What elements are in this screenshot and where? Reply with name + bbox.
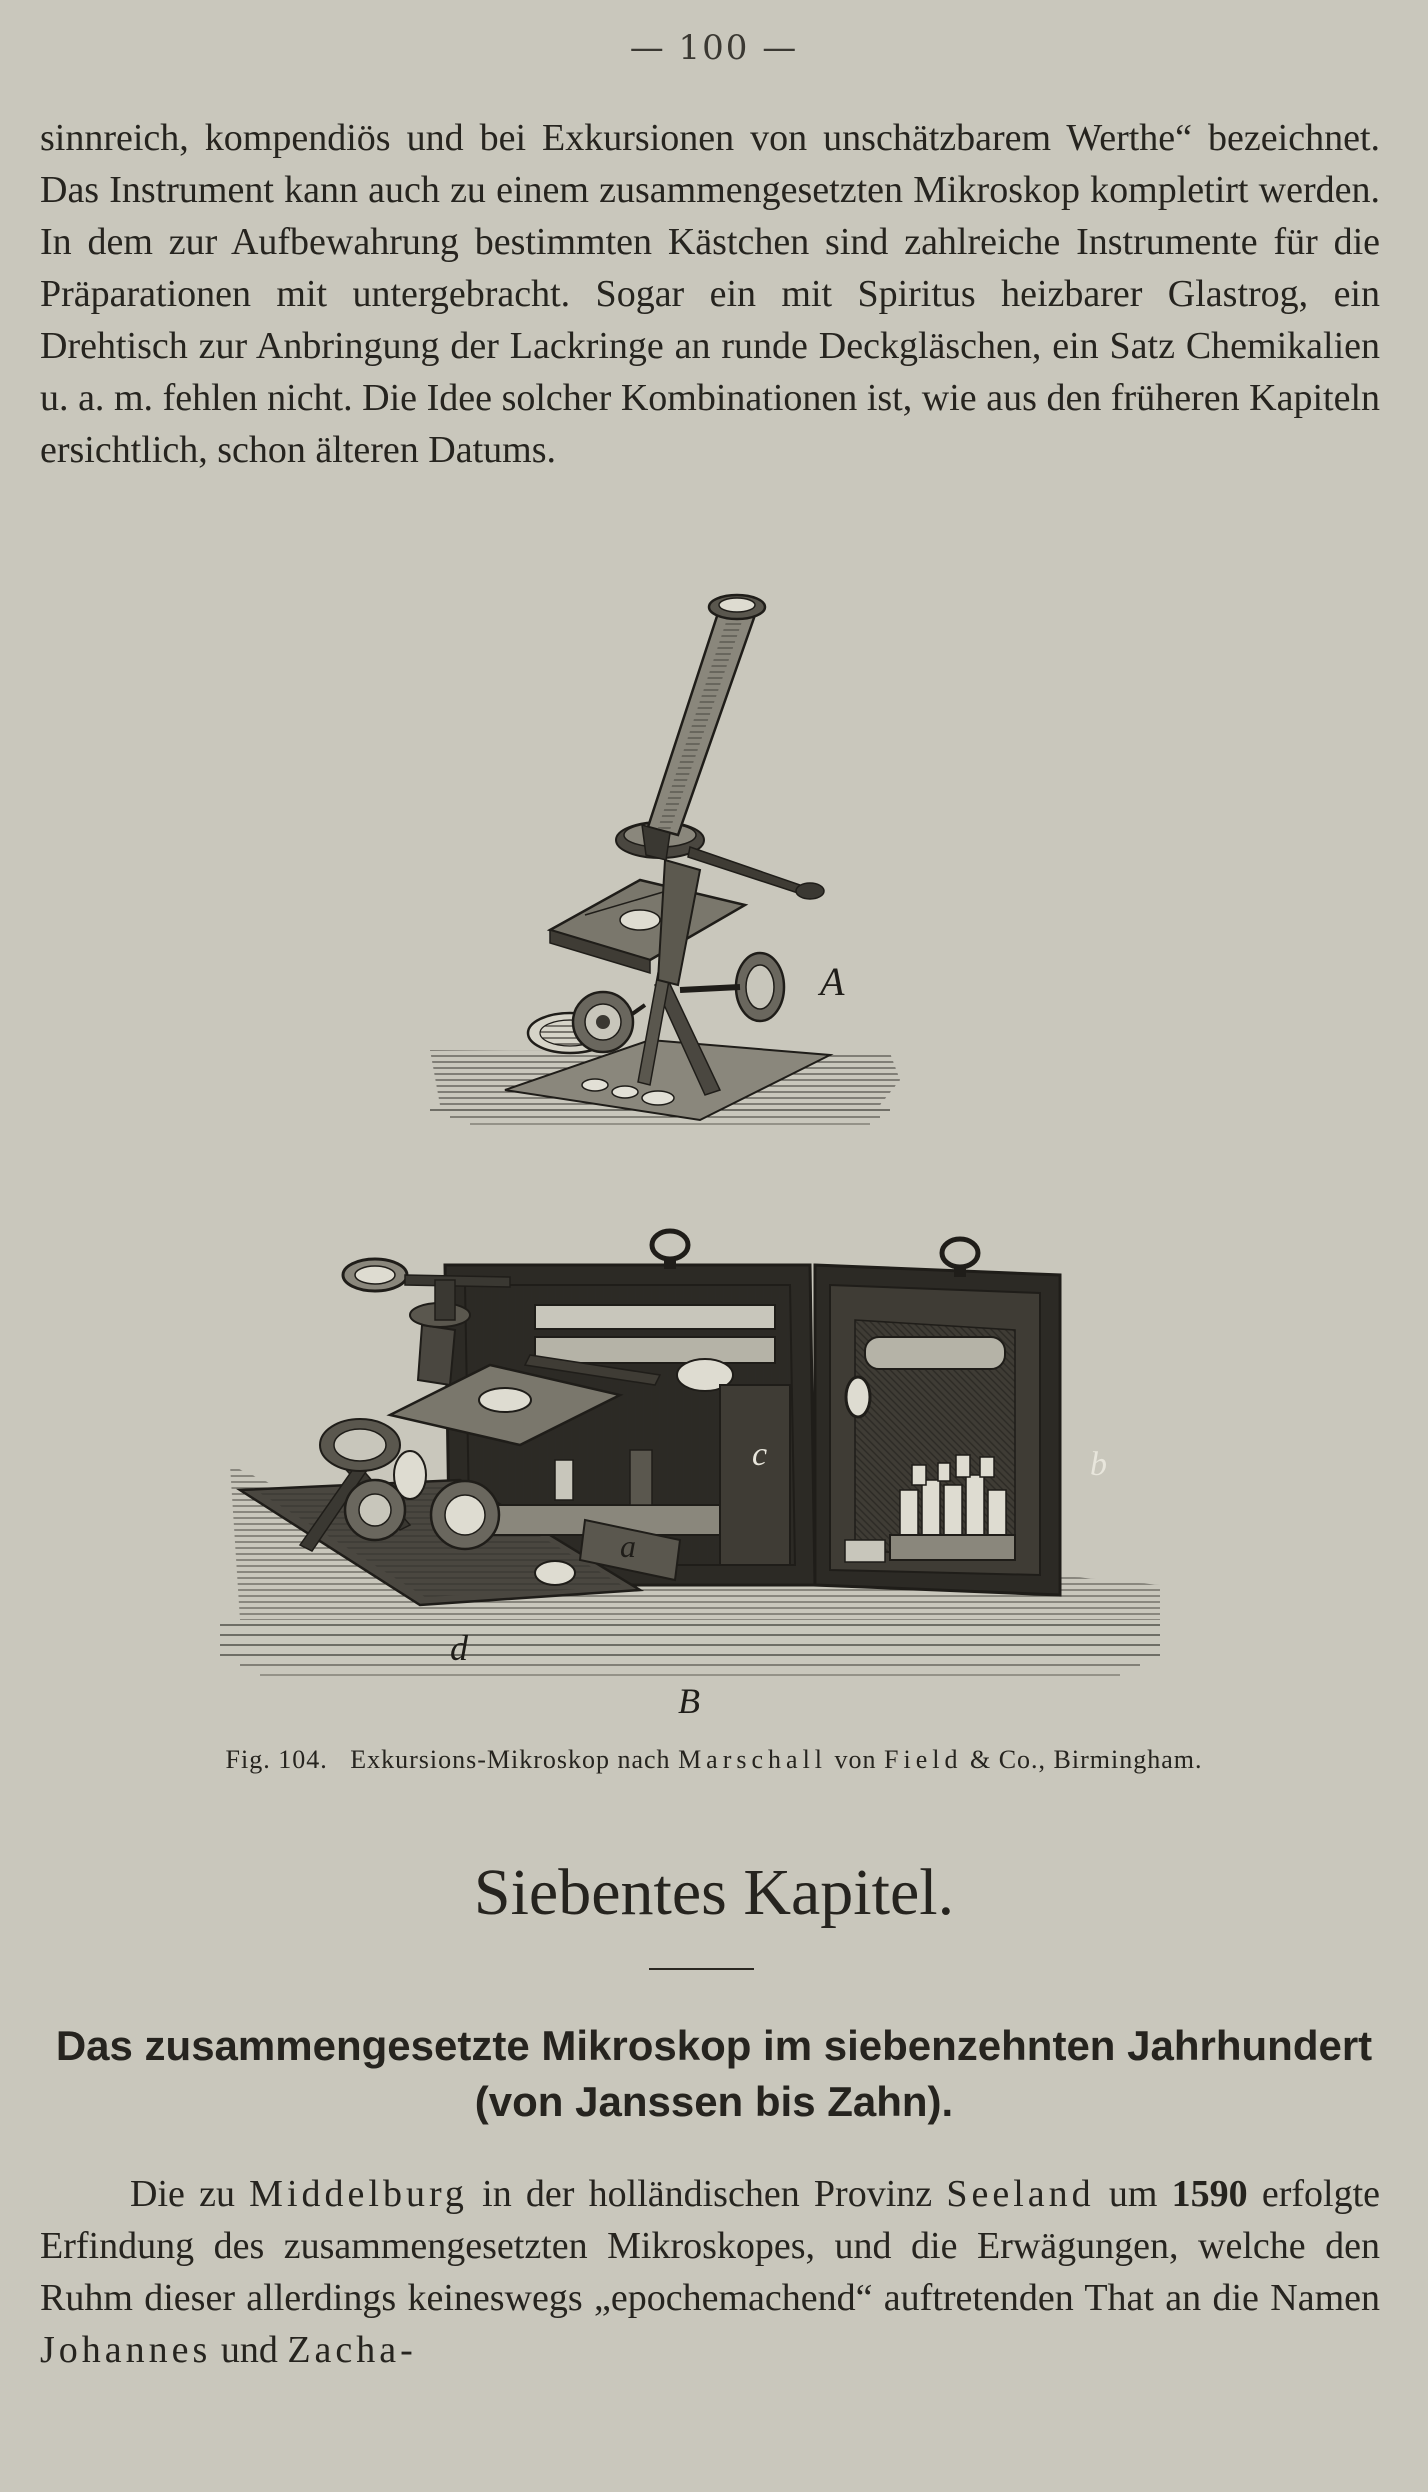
figure-label-a: a: [620, 1528, 636, 1564]
p2-place-middelburg: Middelburg: [249, 2173, 468, 2215]
p2-text-2: in der holländischen Provinz: [482, 2173, 933, 2215]
section-heading: Das zusammengesetzte Mikroskop im siebenzehnten Jahrhundert (von Janssen bis Zahn).: [55, 2022, 1373, 2125]
p2-name-zacha: Zacha-: [287, 2329, 417, 2371]
engraving-illustration: [200, 585, 1220, 1715]
figure-label-c: c: [752, 1436, 768, 1473]
figure-label-d: d: [450, 1628, 468, 1668]
figure-label-b: b: [1090, 1446, 1107, 1483]
chapter-divider: [649, 1968, 754, 1970]
caption-text-1: Exkursions-Mikroskop nach: [350, 1745, 671, 1774]
p2-text-3: um: [1108, 2173, 1158, 2215]
chapter-title: Siebentes Kapitel.: [473, 1856, 955, 1929]
figure-number: Fig. 104.: [225, 1745, 328, 1774]
caption-text-2: von: [834, 1745, 877, 1774]
figure-caption: [0, 1745, 1428, 1775]
paragraph-chapter-opening: [40, 2168, 1380, 2376]
p2-text-4: erfolgte Erfindung des zusammengesetzten Mikroskopes, und die Erwägungen, welche den Ruhm dieser allerdings keineswegs „epochemachend“ auftretenden That an die Namen: [40, 2173, 1381, 2319]
p2-place-seeland: Seeland: [946, 2173, 1095, 2215]
p2-text-1: Die zu: [130, 2173, 235, 2215]
page-number: — 100 —: [629, 28, 799, 68]
paragraph-continuation: sinnreich, kompendiös und bei Exkursionen von unschätzbarem Werthe“ bezeichnet. Das Instrument kann auch zu einem zusammengesetzten Mikroskop kompletirt werden. In dem zur Aufbewahrung bestimmten Kästchen sind zahlreiche Instrumente für die Präparationen mit untergebracht. Sogar ein mit Spiritus heizbarer Glastrog, ein Drehtisch zur Anbringung der Lackringe an runde Deckgläschen, ein Satz Chemikalien u. a. m. fehlen nicht. Die Idee solcher Kombinationen ist, wie aus den früheren Kapiteln ersichtlich, schon älteren Datums.: [40, 117, 1380, 471]
caption-text-3: & Co., Birmingham.: [969, 1745, 1203, 1774]
figure-label-A: A: [820, 959, 845, 1004]
p2-text-5: und: [220, 2329, 278, 2371]
caption-name-marschall: Marschall: [678, 1745, 828, 1774]
figure-label-B: B: [678, 1681, 700, 1715]
p2-year: 1590: [1171, 2173, 1248, 2215]
caption-name-field: Field: [884, 1745, 963, 1774]
microscope-a-drawing: [430, 595, 900, 1124]
figure-microscope-illustration: [200, 585, 1220, 1715]
p2-name-johannes: Johannes: [40, 2329, 212, 2371]
microscope-case-drawing: [220, 1231, 1160, 1675]
